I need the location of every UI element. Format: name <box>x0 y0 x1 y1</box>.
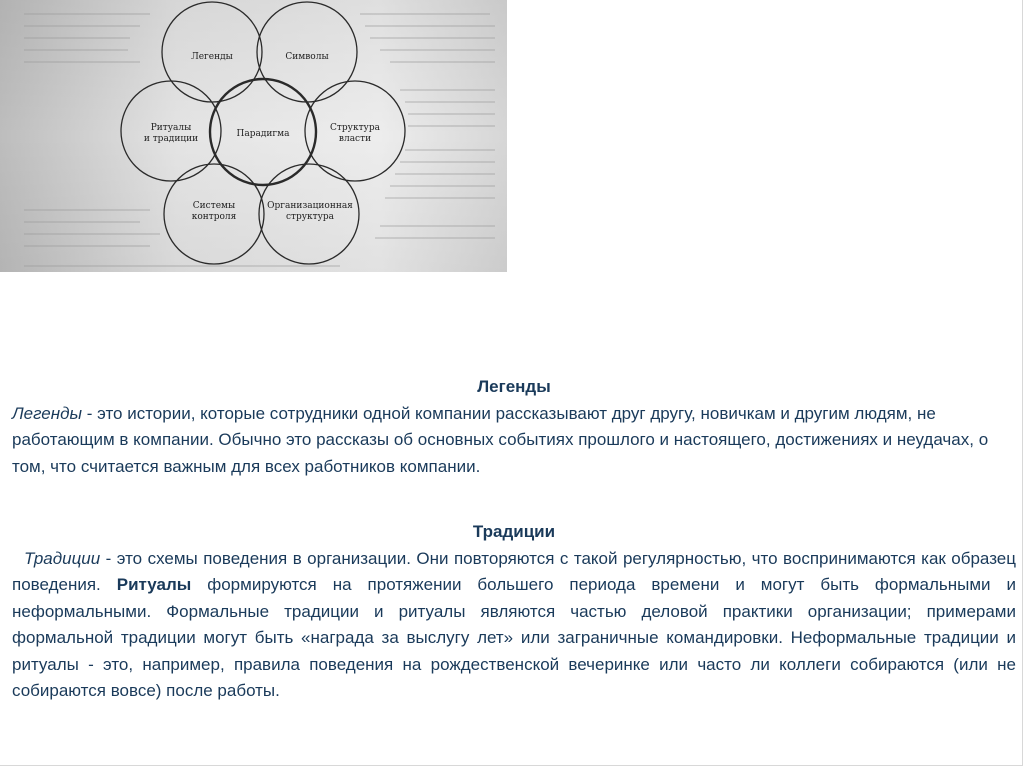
label-rituals-line-2: и традиции <box>143 134 199 144</box>
traditions-heading: Традиции <box>472 522 556 541</box>
label-symbols <box>285 52 328 62</box>
label-control-line-1: Системы <box>192 201 236 211</box>
traditions-body-1: - это схемы поведения в организации. Они повторяются с такой регулярностью, что воспринимаются как образец поведения. <box>12 548 1016 594</box>
cultural-web-diagram <box>0 0 507 272</box>
label-rituals-line-1: Ритуалы <box>150 123 192 133</box>
rituals-term: Ритуалы <box>116 575 192 594</box>
legends-section <box>12 374 1016 480</box>
legends-term: Легенды <box>12 403 83 423</box>
label-symbols-line-1: Символы <box>285 52 329 62</box>
label-org-line-1: Организационная <box>267 201 353 211</box>
traditions-paragraph <box>12 546 1016 705</box>
traditions-body-2: формируются на протяжении большего периода времени и могут быть формальными и неформальными. Формальные традиции и ритуалы являются частью деловой практики организации; примерами формальной традиции могут быть «награда за выслугу лет» или заграничные командировки. Неформальные традиции и ритуалы - это, например, правила поведения на рождественской вечеринке или часто ли коллеги собираются (или не собираются вовсе) после работы. <box>12 575 1016 700</box>
label-rituals <box>144 123 198 144</box>
label-org-line-2: структура <box>285 212 335 222</box>
diagram-svg <box>0 0 507 272</box>
traditions-section <box>12 519 1016 705</box>
label-paradigm <box>237 129 291 139</box>
legends-heading: Легенды <box>477 377 551 396</box>
label-control <box>192 201 237 222</box>
legends-paragraph <box>12 401 1016 481</box>
legends-body: - это истории, которые сотрудники одной компании рассказывают друг другу, новичкам и другим людям, не работающим в компании. Обычно это рассказы об основных событиях прошлого и настоящего, достижениях и неудачах, о том, что считается важным для всех работников компании. <box>12 403 989 476</box>
label-legends <box>191 52 233 62</box>
label-control-line-2: контроля <box>191 212 237 222</box>
traditions-term: Традиции <box>24 548 101 568</box>
label-power-line-1: Структура <box>330 123 380 133</box>
label-legends-line-1: Легенды <box>191 52 233 62</box>
label-power-line-2: власти <box>338 134 372 144</box>
label-paradigm-line-1: Парадигма <box>236 129 290 139</box>
